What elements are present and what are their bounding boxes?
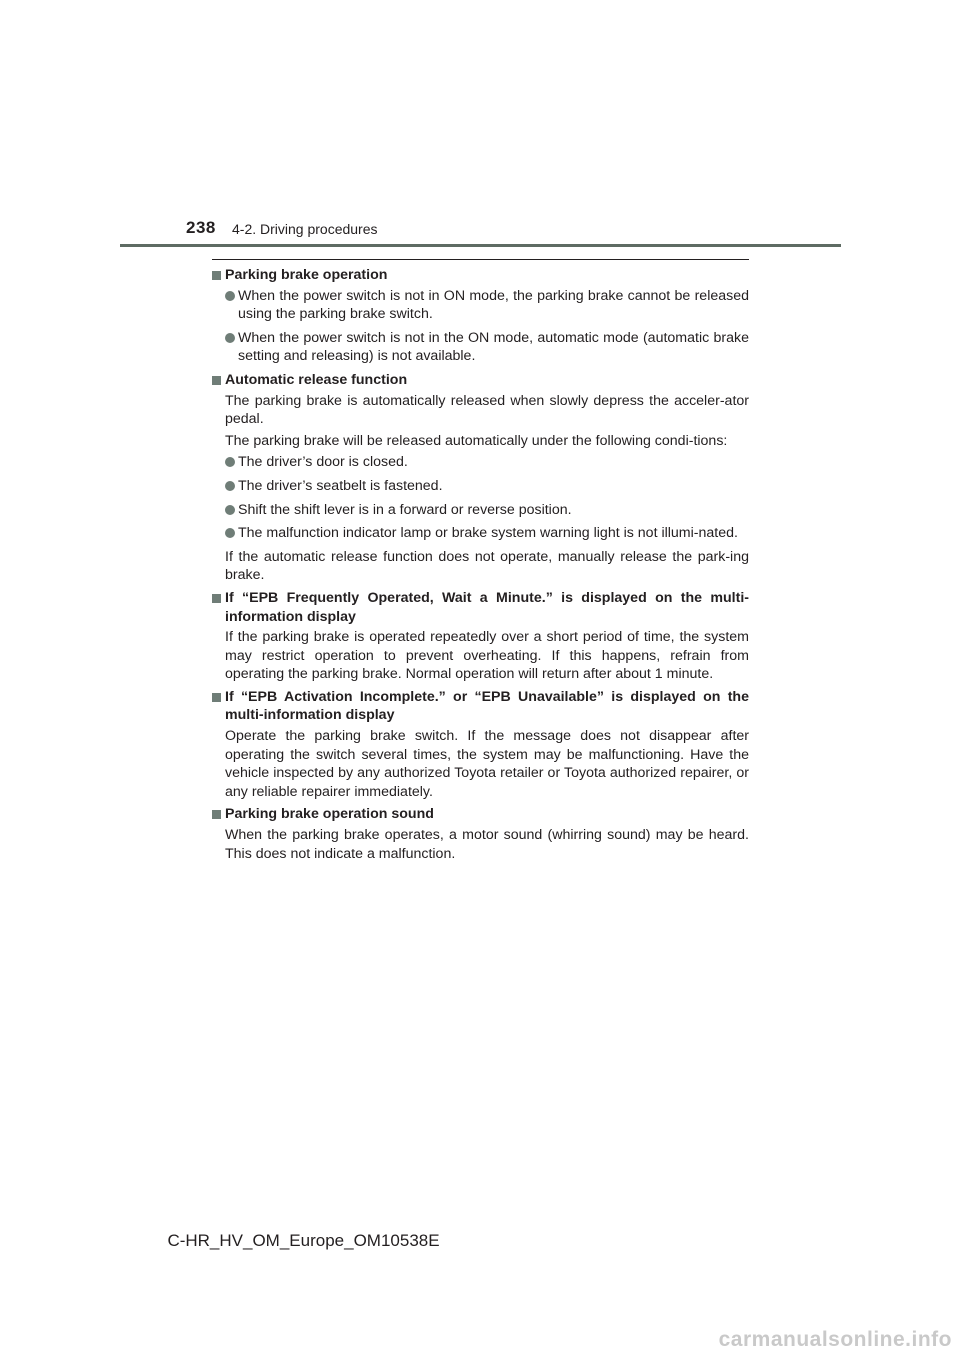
page-number: 238 — [186, 218, 216, 237]
list-item-text: When the power switch is not in the ON mode, automatic mode (automatic brake setting and releasing) is not available. — [238, 329, 749, 365]
square-bullet-icon — [212, 271, 221, 280]
square-bullet-icon — [212, 594, 221, 603]
square-bullet-icon — [212, 810, 221, 819]
content-body — [212, 266, 749, 867]
content-top-rule — [212, 259, 749, 260]
heading-text: If “EPB Frequently Operated, Wait a Minute.” is displayed on the multi-information display — [225, 589, 749, 625]
watermark: carmanualsonline.info — [718, 1328, 952, 1351]
heading-text: Automatic release function — [225, 371, 408, 388]
section-operation-sound — [212, 805, 749, 863]
section-automatic-release — [212, 371, 749, 585]
section-parking-brake-operation — [212, 266, 749, 366]
section-title: 4-2. Driving procedures — [232, 221, 378, 237]
section-epb-frequently-operated — [212, 589, 749, 684]
heading-text: Parking brake operation sound — [225, 806, 434, 823]
paragraph: The parking brake is automatically released when slowly depress the acceler-ator pedal. — [225, 392, 749, 428]
list-item — [212, 477, 749, 496]
list-item — [212, 501, 749, 520]
header-divider — [120, 244, 841, 247]
paragraph: Operate the parking brake switch. If the message does not disappear after operating the switch several times, the system may be malfunctioning. Have the vehicle inspected by any authorized Toyota retailer or Toyota authorized repairer, or any reliable repairer immediately. — [225, 728, 749, 800]
square-bullet-icon — [212, 376, 221, 385]
heading-text: If “EPB Activation Incomplete.” or “EPB Unavailable” is displayed on the multi-information display — [225, 688, 749, 724]
list-item-text: The malfunction indicator lamp or brake system warning light is not illumi-nated. — [238, 525, 738, 542]
circle-bullet-icon — [225, 291, 235, 301]
heading-text: Parking brake operation — [225, 267, 388, 283]
square-bullet-icon — [212, 693, 221, 702]
paragraph: The parking brake will be released automatically under the following condi-tions: — [225, 432, 728, 449]
section-heading — [212, 266, 749, 285]
document-code: C-HR_HV_OM_Europe_OM10538E — [167, 1231, 440, 1250]
paragraph: If the automatic release function does not operate, manually release the park-ing brake. — [225, 548, 749, 584]
section-epb-activation-incomplete — [212, 688, 749, 802]
circle-bullet-icon — [225, 528, 235, 538]
circle-bullet-icon — [225, 457, 235, 467]
section-heading — [212, 371, 749, 390]
list-item-text: When the power switch is not in ON mode, the parking brake cannot be released using the parking brake switch. — [238, 287, 749, 323]
list-item-text: The driver’s seatbelt is fastened. — [238, 477, 443, 494]
list-item — [212, 453, 749, 472]
list-item — [212, 329, 749, 366]
page-header — [0, 0, 960, 250]
section-heading — [212, 688, 749, 725]
list-item-text: Shift the shift lever is in a forward or reverse position. — [238, 501, 572, 518]
section-heading — [212, 805, 749, 824]
circle-bullet-icon — [225, 481, 235, 491]
list-item — [212, 524, 749, 543]
list-item — [212, 287, 749, 324]
paragraph: If the parking brake is operated repeatedly over a short period of time, the system may restrict operation to prevent overheating. If this happens, refrain from operating the parking brake. Normal operation will return after about 1 minute. — [225, 629, 749, 683]
list-item-text: The driver’s door is closed. — [238, 454, 408, 471]
paragraph: When the parking brake operates, a motor sound (whirring sound) may be heard. This does not indicate a malfunction. — [225, 827, 749, 862]
circle-bullet-icon — [225, 505, 235, 515]
circle-bullet-icon — [225, 333, 235, 343]
section-heading — [212, 589, 749, 626]
